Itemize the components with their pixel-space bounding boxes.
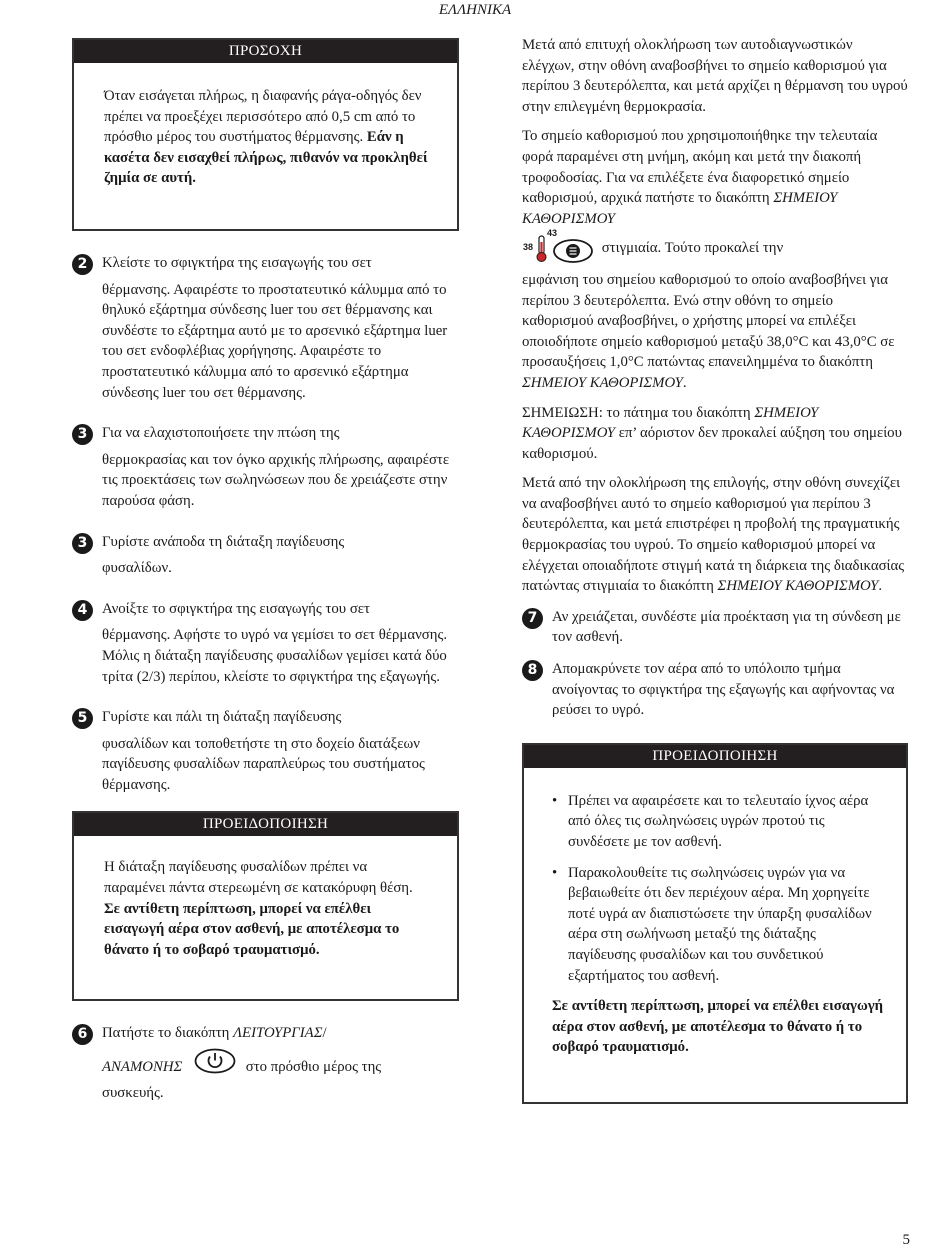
- step6-text-pre: Πατήστε το διακόπτη: [102, 1025, 234, 1042]
- warning-bullet-list: [552, 791, 884, 986]
- step-number: 5: [72, 708, 93, 729]
- setpoint-key-label: ΣΗΜΕΙΟΥ ΚΑΘΟΡΙΣΜΟΥ: [522, 404, 819, 442]
- step-number: 2: [72, 254, 93, 275]
- step-number: 4: [72, 600, 93, 621]
- setpoint-max-label: 43: [547, 227, 558, 238]
- step-3a: [72, 423, 459, 511]
- setpoint-icon-line-text: στιγμιαία. Τούτο προκαλεί την: [601, 240, 784, 257]
- warning-box-1: [72, 811, 459, 1001]
- paragraph-setpoint-range: [522, 270, 908, 394]
- step-5: [72, 707, 459, 795]
- setpoint-thermometer-icon: [522, 227, 594, 264]
- step-text: θέρμανσης. Αφήστε το υγρό να γεμίσει το σετ θέρμανσης. Μόλις η διάταξη παγίδευσης φυσαλίδων γεμίσει κατά δύο τρίτα (2/3) περίπου, κλείστε το σφιγκτήρα της εξαγωγής.: [102, 627, 448, 685]
- period: .: [682, 374, 687, 391]
- setpoint-key-label: ΣΗΜΕΙΟΥ ΚΑΘΟΡΙΣΜΟΥ: [522, 374, 683, 391]
- standby-key-label: ΑΝΑΜΟΝΗΣ: [102, 1058, 183, 1075]
- step-text: θέρμανσης. Αφαιρέστε το προστατευτικό κάλυμμα από το θηλυκό εξάρτημα σύνδεσης luer του σετ θέρμανσης και συνδέστε το εξάρτημα αυτό με το αρσενικό εξάρτημα luer του σετ ενδοφλέβιας χορήγησης. Αφαιρέστε το προστατευτικό κάλυμμα από το αρσενικό εξάρτημα σύνδεσης luer του σετ θέρμανσης.: [102, 281, 448, 401]
- step-text: θερμοκρασίας και τον όγκο αρχικής πλήρωσης, αφαιρέστε τις προεκτάσεις των σωληνώσεων που δε χρειάζεστε στην παρούσα φάση.: [102, 451, 450, 509]
- step-number: 3: [72, 424, 93, 445]
- step6-second-line: [102, 1048, 459, 1087]
- warning-bullet: • Πρέπει να αφαιρέσετε και το τελευταίο ίχνος αέρα από όλες τις σωληνώσεις υγρών προτού τις συνδέσετε με τον ασθενή.: [552, 791, 884, 853]
- page-number: 5: [902, 1232, 910, 1248]
- caution-text: Όταν εισάγεται πλήρως, η διαφανής ράγα-οδηγός δεν πρέπει να προεξέχει περισσότερο από 0,5 cm από το πρόσθιο μέρος του συστήματος θέρμανσης.: [104, 88, 422, 146]
- step-7: [522, 607, 908, 648]
- setpoint-range-text: εμφάνιση του σημείου καθορισμού το οποίο αναβοσβήνει για περίπου 3 δευτερόλεπτα. Ενώ στην οθόνη το σημείο καθορισμού αναβοσβήνει, ο χρήστης μπορεί να επιλέξει οποιοδήποτε σημείο καθορισμού μεταξύ 38,0°C και 43,0°C σε προσαυξήσεις 1,0°C πατώντας επανειλημμένα το διακόπτη: [522, 271, 895, 371]
- step-4: [72, 599, 459, 687]
- step-2: [72, 253, 459, 403]
- step-first-line: Γυρίστε ανάποδα τη διάταξη παγίδευσης: [102, 533, 345, 550]
- page-header-language: ΕΛΛΗΝΙΚΑ: [438, 2, 512, 18]
- caution-body: [74, 63, 457, 207]
- step6-text-post: στο πρόσθιο μέρος της: [245, 1058, 382, 1075]
- caution-bold-text: Εάν η κασέτα δεν εισαχθεί πλήρως, πιθανόν να προκληθεί ζημία σε αυτή.: [104, 129, 428, 187]
- note-text: ΣΗΜΕΙΩΣΗ: το πάτημα του διακόπτη: [522, 404, 755, 421]
- warning-bullet: • Παρακολουθείτε τις σωληνώσεις υγρών για να βεβαιωθείτε ότι δεν περιέχουν αέρα. Μη χορηγείτε ποτέ υγρά αν διαπιστώσετε την ύπαρξη φυσαλίδων αέρα στη σωλήνωση μεταξύ της διάταξης παγίδευσης φυσαλίδων και του συνδετικού εξαρτήματος του ασθενή.: [552, 863, 884, 987]
- paragraph-note: [522, 403, 908, 465]
- setpoint-key-label: ΣΗΜΕΙΟΥ ΚΑΘΟΡΙΣΜΟΥ: [522, 190, 838, 227]
- warning-title: ΠΡΟΕΙΔΟΠΟΙΗΣΗ: [74, 813, 457, 836]
- warning-bold-text: Σε αντίθετη περίπτωση, μπορεί να επέλθει εισαγωγή αέρα στον ασθενή, με αποτέλεσμα το θάνατο ή το σοβαρό τραυματισμό.: [104, 900, 400, 958]
- paragraph-setpoint-memory: [522, 126, 908, 229]
- setpoint-key-label: ΣΗΜΕΙΟΥ ΚΑΘΟΡΙΣΜΟΥ: [717, 578, 879, 595]
- left-column: [72, 38, 459, 1104]
- step-number: 3: [72, 533, 93, 554]
- warning-body: [74, 836, 457, 978]
- right-column: [522, 35, 908, 1104]
- step-text: Αν χρειάζεται, συνδέστε μία προέκταση για τη σύνδεση με τον ασθενή.: [552, 608, 901, 646]
- caution-box: [72, 38, 459, 231]
- step-number: 6: [72, 1024, 93, 1045]
- operation-key-label: ΛΕΙΤΟΥΡΓΙΑΣ: [233, 1025, 323, 1042]
- paragraph-self-test: Μετά από επιτυχή ολοκλήρωση των αυτοδιαγνωστικών ελέγχων, στην οθόνη αναβοσβήνει το σημείο καθορισμού για περίπου 3 δευτερόλεπτα, και μετά αρχίζει η θέρμανση του υγρού στην επιλεγμένη θερμοκρασία.: [522, 37, 908, 115]
- period: .: [878, 578, 883, 595]
- step-text: φυσαλίδων και τοποθετήστε τη στο δοχείο διατάξεων παγίδευσης φυσαλίδων παραπλεύρως του συστήματος θέρμανσης.: [102, 735, 425, 793]
- step-first-line: Ανοίξτε το σφιγκτήρα της εισαγωγής του σετ: [102, 600, 370, 617]
- step-number: 7: [522, 608, 543, 629]
- step-text: φυσαλίδων.: [102, 560, 172, 577]
- step-8: [522, 659, 908, 721]
- paragraph-after-selection: [522, 473, 908, 597]
- step-3b: [72, 532, 459, 579]
- caution-title: ΠΡΟΣΟΧΗ: [74, 40, 457, 63]
- setpoint-icon-line: [522, 227, 908, 264]
- step-number: 8: [522, 660, 543, 681]
- warning-bold-text: Σε αντίθετη περίπτωση, μπορεί να επέλθει εισαγωγή αέρα στον ασθενή, με αποτέλεσμα το θάνατο ή το σοβαρό τραυματισμό.: [552, 998, 884, 1056]
- warning-title: ΠΡΟΕΙΔΟΠΟΙΗΣΗ: [524, 745, 906, 768]
- step6-last-line: συσκευής.: [102, 1085, 164, 1102]
- warning-text: Η διάταξη παγίδευσης φυσαλίδων πρέπει να παραμένει πάντα στερεωμένη σε κατακόρυφη θέση.: [104, 859, 413, 897]
- step-text: Απομακρύνετε τον αέρα από το υπόλοιπο τμήμα ανοίγοντας το σφιγκτήρα της εξαγωγής και αφήνοντας να ρεύσει το υγρό.: [552, 661, 895, 719]
- warning-body: [524, 768, 906, 1076]
- step-first-line: [102, 1023, 459, 1044]
- setpoint-text: Το σημείο καθορισμού που χρησιμοποιήθηκε την τελευταία φορά παραμένει στη μνήμη, ακόμη και μετά την διακοπή τροφοδοσίας. Για να επιλέξετε ένα διαφορετικό σημείο καθορισμού, αρχικά πατήστε το διακόπτη: [522, 128, 878, 207]
- step-first-line: Κλείστε το σφιγκτήρα της εισαγωγής του σετ: [102, 255, 372, 271]
- warning-box-2: [522, 743, 908, 1104]
- after-selection-text: Μετά από την ολοκλήρωση της επιλογής, στην οθόνη συνεχίζει να αναβοσβήνει αυτό το σημείο καθορισμού για περίπου 3 δευτερόλεπτα, και μετά επιστρέφει η προβολή της πραγματικής θερμοκρασίας του υγρού. Το σημείο καθορισμού μπορεί να ελέγχεται οποιαδήποτε στιγμή κατά τη διάρκεια της διαδικασίας πατώντας στιγμιαία το διακόπτη: [522, 475, 905, 595]
- power-icon: [194, 1048, 236, 1087]
- step-first-line: Γυρίστε και πάλι τη διάταξη παγίδευσης: [102, 709, 342, 726]
- step6-slash: /: [322, 1025, 327, 1042]
- setpoint-min-label: 38: [523, 241, 534, 252]
- step-first-line: Για να ελαχιστοποιήσετε την πτώση της: [102, 425, 340, 442]
- step-6: [72, 1023, 459, 1103]
- note-text-end: επ’ αόριστον δεν προκαλεί αύξηση του σημείου καθορισμού.: [522, 425, 902, 462]
